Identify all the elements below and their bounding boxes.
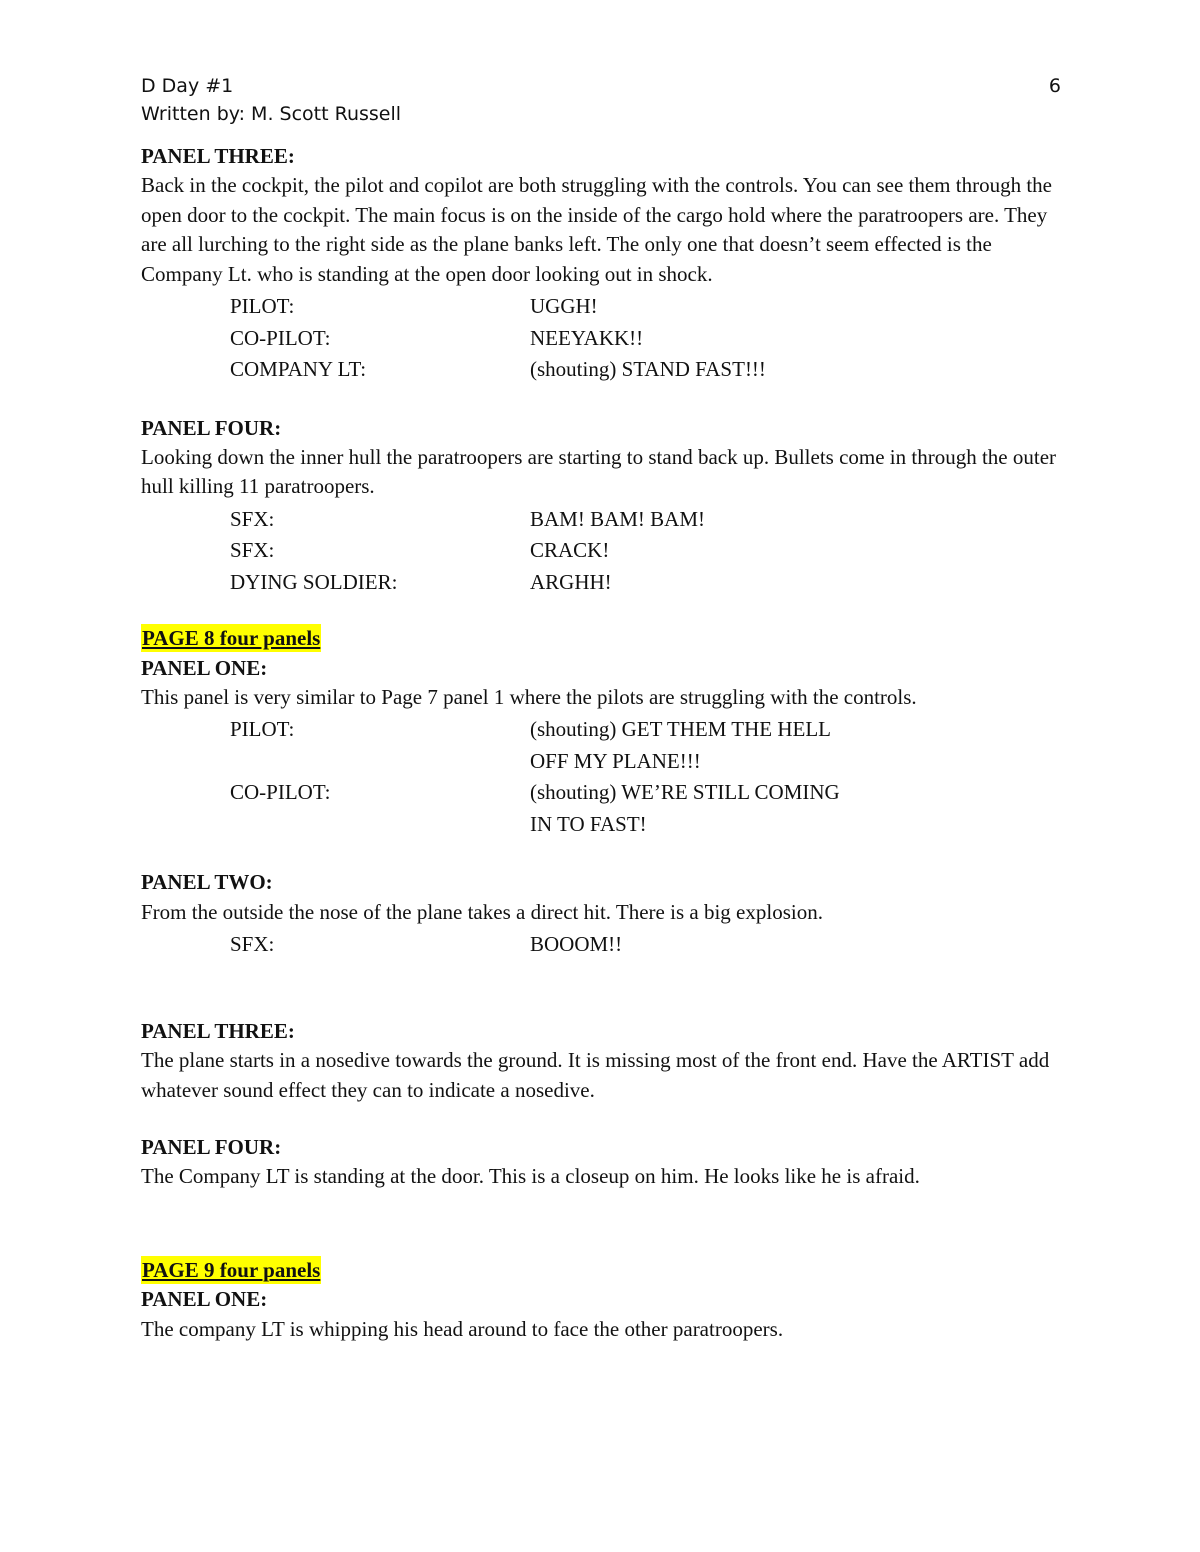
panel-description: The Company LT is standing at the door. This is a closeup on him. He looks like he is afraid.	[141, 1164, 920, 1189]
speech-line: (shouting) WE’RE STILL COMING	[530, 780, 840, 805]
panel-heading: PANEL THREE:	[141, 144, 295, 168]
dialogue-line	[141, 535, 1071, 567]
author-line: Written by: M. Scott Russell	[141, 103, 402, 125]
panel-heading: PANEL ONE:	[141, 1287, 268, 1312]
panel-block	[141, 654, 1071, 841]
speech	[530, 714, 930, 777]
dialogue-list	[141, 504, 1071, 599]
speech-line: (shouting) GET THEM THE HELL	[530, 717, 831, 742]
page-heading-highlight: PAGE 8 four panels	[142, 626, 321, 651]
speaker: SFX:	[230, 538, 275, 563]
speaker: CO-PILOT:	[230, 780, 331, 805]
dialogue-line	[141, 291, 1071, 323]
dialogue-line	[141, 929, 1071, 961]
document-title: D Day #1	[141, 75, 234, 97]
speech: UGGH!	[530, 294, 598, 319]
panel-heading: PANEL ONE:	[141, 655, 268, 680]
dialogue-line	[141, 504, 1071, 536]
panel-description: Back in the cockpit, the pilot and copilot are both struggling with the controls. You can see them through the open door to the cockpit. The main focus is on the inside of the cargo hold where the paratroopers are. They are all lurching to the right side as the plane banks left. The only one that doesn’t seem effected is the Company Lt. who is standing at the open door looking out in shock.	[141, 173, 1052, 286]
panel-block	[141, 1133, 1071, 1192]
panel-description: From the outside the nose of the plane takes a direct hit. There is a big explosion.	[141, 899, 823, 924]
script-body	[141, 142, 1071, 1344]
speech-line: IN TO FAST!	[530, 811, 647, 836]
panel-block	[141, 1017, 1071, 1105]
speaker: SFX:	[230, 932, 275, 957]
speech: (shouting) STAND FAST!!!	[530, 357, 766, 382]
dialogue-line	[141, 323, 1071, 355]
panel-description: The plane starts in a nosedive towards the ground. It is missing most of the front end. Have the ARTIST add whatever sound effect they can to indicate a nosedive.	[141, 1048, 1050, 1102]
dialogue-list	[141, 291, 1071, 386]
dialogue-line	[141, 777, 1071, 840]
speech: CRACK!	[530, 538, 610, 563]
page-section	[141, 1256, 1071, 1285]
speech: NEEYAKK!!	[530, 325, 644, 350]
dialogue-line	[141, 354, 1071, 386]
speaker: DYING SOLDIER:	[230, 569, 398, 594]
panel-description: This panel is very similar to Page 7 panel 1 where the pilots are struggling with the controls.	[141, 685, 917, 710]
panel-block	[141, 868, 1071, 960]
page-header	[141, 72, 1061, 128]
page-heading-highlight: PAGE 9 four panels	[142, 1257, 321, 1282]
speech	[530, 777, 930, 840]
panel-description: The company LT is whipping his head around to face the other paratroopers.	[141, 1316, 784, 1341]
panel-heading: PANEL THREE:	[141, 1018, 295, 1043]
speaker: CO-PILOT:	[230, 325, 331, 350]
panel-heading: PANEL FOUR:	[141, 415, 282, 440]
speaker: PILOT:	[230, 294, 295, 319]
dialogue-list	[141, 714, 1071, 840]
speaker: COMPANY LT:	[230, 357, 367, 382]
page-section	[141, 624, 1071, 653]
speech: BOOOM!!	[530, 932, 623, 957]
speaker: SFX:	[230, 506, 275, 531]
speech: ARGHH!	[530, 569, 612, 594]
dialogue-line	[141, 714, 1071, 777]
dialogue-list	[141, 929, 1071, 961]
panel-heading: PANEL FOUR:	[141, 1135, 282, 1159]
page-number: 6	[1048, 75, 1061, 97]
speaker: PILOT:	[230, 717, 295, 742]
dialogue-line	[141, 567, 1071, 599]
panel-block	[141, 414, 1071, 599]
panel-heading: PANEL TWO:	[141, 870, 273, 895]
speech: BAM! BAM! BAM!	[530, 506, 706, 531]
panel-block	[141, 142, 1071, 386]
panel-description: Looking down the inner hull the paratroopers are starting to stand back up. Bullets come in through the outer hull killing 11 paratroopers.	[141, 444, 1057, 499]
speech-line: OFF MY PLANE!!!	[530, 748, 701, 773]
panel-block	[141, 1285, 1071, 1344]
